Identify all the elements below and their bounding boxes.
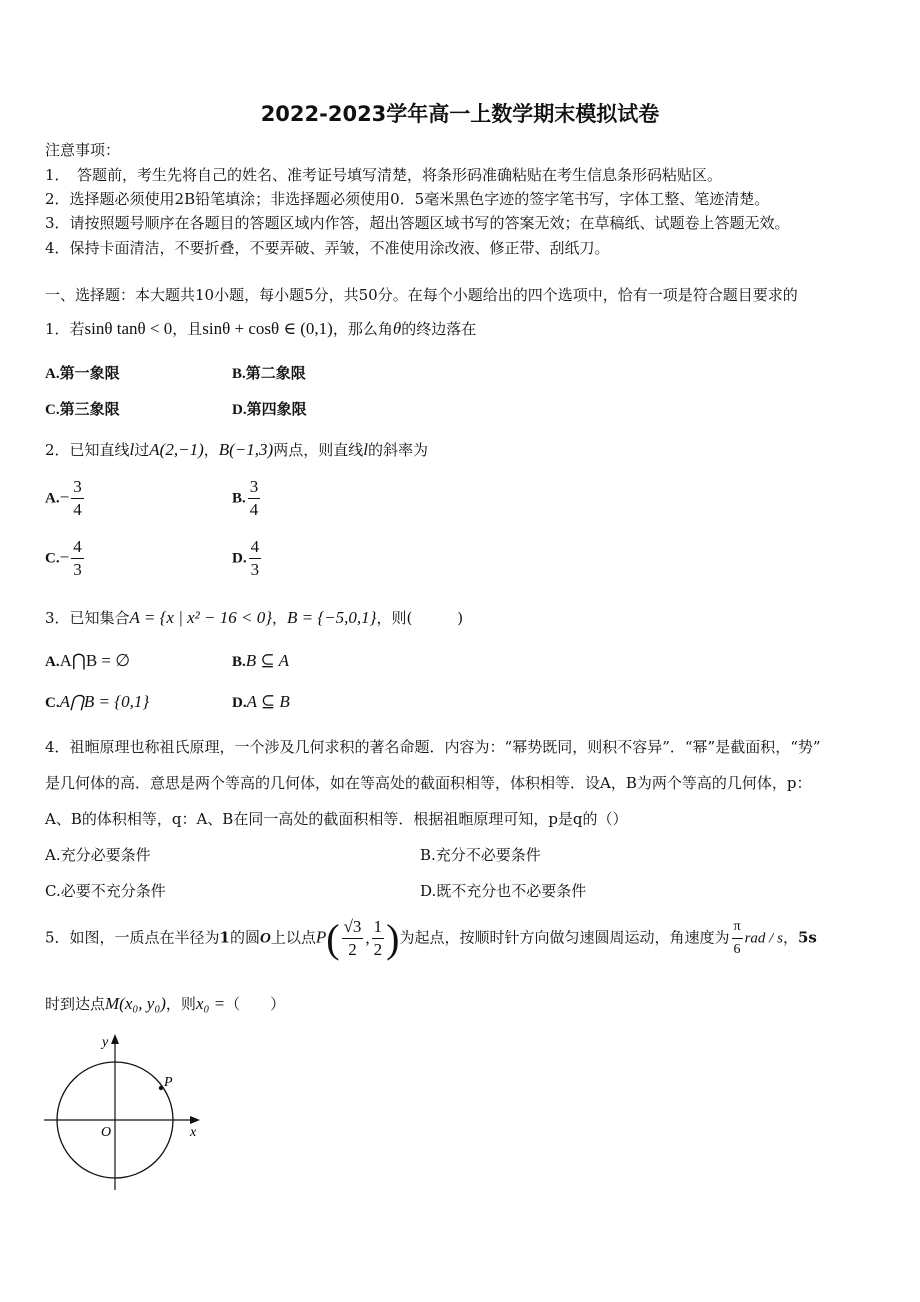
q4-option-b[interactable]: B.充分不必要条件 (420, 846, 541, 864)
note-item-1: 1． 答题前，考生先将自己的姓名、准考证号填写清楚，将条形码准确粘贴在考生信息条形码粘贴区。 (45, 166, 723, 184)
q2-option-d[interactable]: D. $\frac{4}{3}$ (232, 537, 260, 579)
note-item-4: 4．保持卡面清洁，不要折叠，不要弄破、弄皱，不准使用涂改液、修正带、刮纸刀。 (45, 239, 610, 257)
q2-option-c[interactable]: C.− $\frac{4}{3}$ (45, 537, 82, 579)
question-1: 1．若sinθ tanθ < 0，且sinθ + cosθ ∈ (0,1)，那么角θ的终边落在 (45, 319, 477, 338)
q1-option-d[interactable]: D.第四象限 (232, 402, 307, 418)
notes-heading: 注意事项： (45, 141, 121, 159)
q3-option-b[interactable]: B.B ⊆ A (232, 651, 289, 670)
note-item-3: 3．请按照题号顺序在各题目的答题区域内作答，超出答题区域书写的答案无效；在草稿纸、试题卷上答题无效。 (45, 214, 790, 232)
q3-option-a[interactable]: A.A⋂B = ∅ (45, 651, 131, 670)
question-5-line-1: 5．如图，一质点在半径为1的圆O上以点P( $\frac{√3}{2}$ , $\frac{1}{2}$ )为起点，按顺时针方向做匀速圆周运动，角速度为 $\frac{\pi}{6}$ rad / s，5s (45, 916, 817, 961)
question-4-line-2: 是几何体的高．意思是两个等高的几何体，如在等高处的截面积相等，体积相等．设A，B为两个等高的几何体，p： (45, 774, 812, 792)
question-3: 3．已知集合A = {x | x² − 16 < 0}，B = {−5,0,1}，则( ) (45, 608, 464, 627)
y-axis-arrow-icon (111, 1034, 119, 1044)
q4-option-a[interactable]: A.充分必要条件 (45, 846, 151, 864)
point-p (159, 1086, 163, 1090)
y-axis-label: y (102, 1035, 109, 1050)
q1-option-a[interactable]: A.第一象限 (45, 366, 120, 382)
q2-option-b[interactable]: B. $\frac{3}{4}$ (232, 477, 259, 519)
q2-option-a[interactable]: A.− $\frac{3}{4}$ (45, 477, 82, 519)
x-axis-arrow-icon (190, 1116, 200, 1124)
x-axis-label: x (190, 1125, 197, 1140)
q3-option-c[interactable]: C.A⋂B = {0,1} (45, 692, 150, 711)
section-heading: 一、选择题：本大题共10小题，每小题5分，共50分。在每个小题给出的四个选项中，恰有一项是符合题目要求的 (45, 286, 798, 304)
q1-option-c[interactable]: C.第三象限 (45, 402, 120, 418)
q4-option-c[interactable]: C.必要不充分条件 (45, 882, 166, 900)
point-p-label: P (164, 1075, 173, 1090)
q4-option-d[interactable]: D.既不充分也不必要条件 (420, 882, 587, 900)
question-4-line-1: 4．祖暅原理也称祖氏原理，一个涉及几何求积的著名命题．内容为：“幂势既同，则积不容异”．“幂”是截面积，“势” (45, 738, 821, 756)
q3-option-d[interactable]: D.A ⊆ B (232, 692, 290, 711)
question-2: 2．已知直线l过A(2,−1)，B(−1,3)两点，则直线l的斜率为 (45, 440, 428, 459)
origin-label: O (101, 1125, 112, 1140)
page-title: 2022-2023学年高一上数学期末模拟试卷 (260, 102, 660, 126)
question-5-line-2: 时到达点M(x₀, y₀)，则x₀ =（ ） (45, 994, 286, 1013)
q1-option-b[interactable]: B.第二象限 (232, 366, 306, 382)
unit-circle-figure (40, 1030, 210, 1195)
question-4-line-3: A、B的体积相等，q：A、B在同一高处的截面积相等．根据祖暅原理可知，p是q的（） (45, 810, 628, 828)
note-item-2: 2．选择题必须使用2B铅笔填涂；非选择题必须使用0．5毫米黑色字迹的签字笔书写，字体工整、笔迹清楚。 (45, 190, 770, 208)
